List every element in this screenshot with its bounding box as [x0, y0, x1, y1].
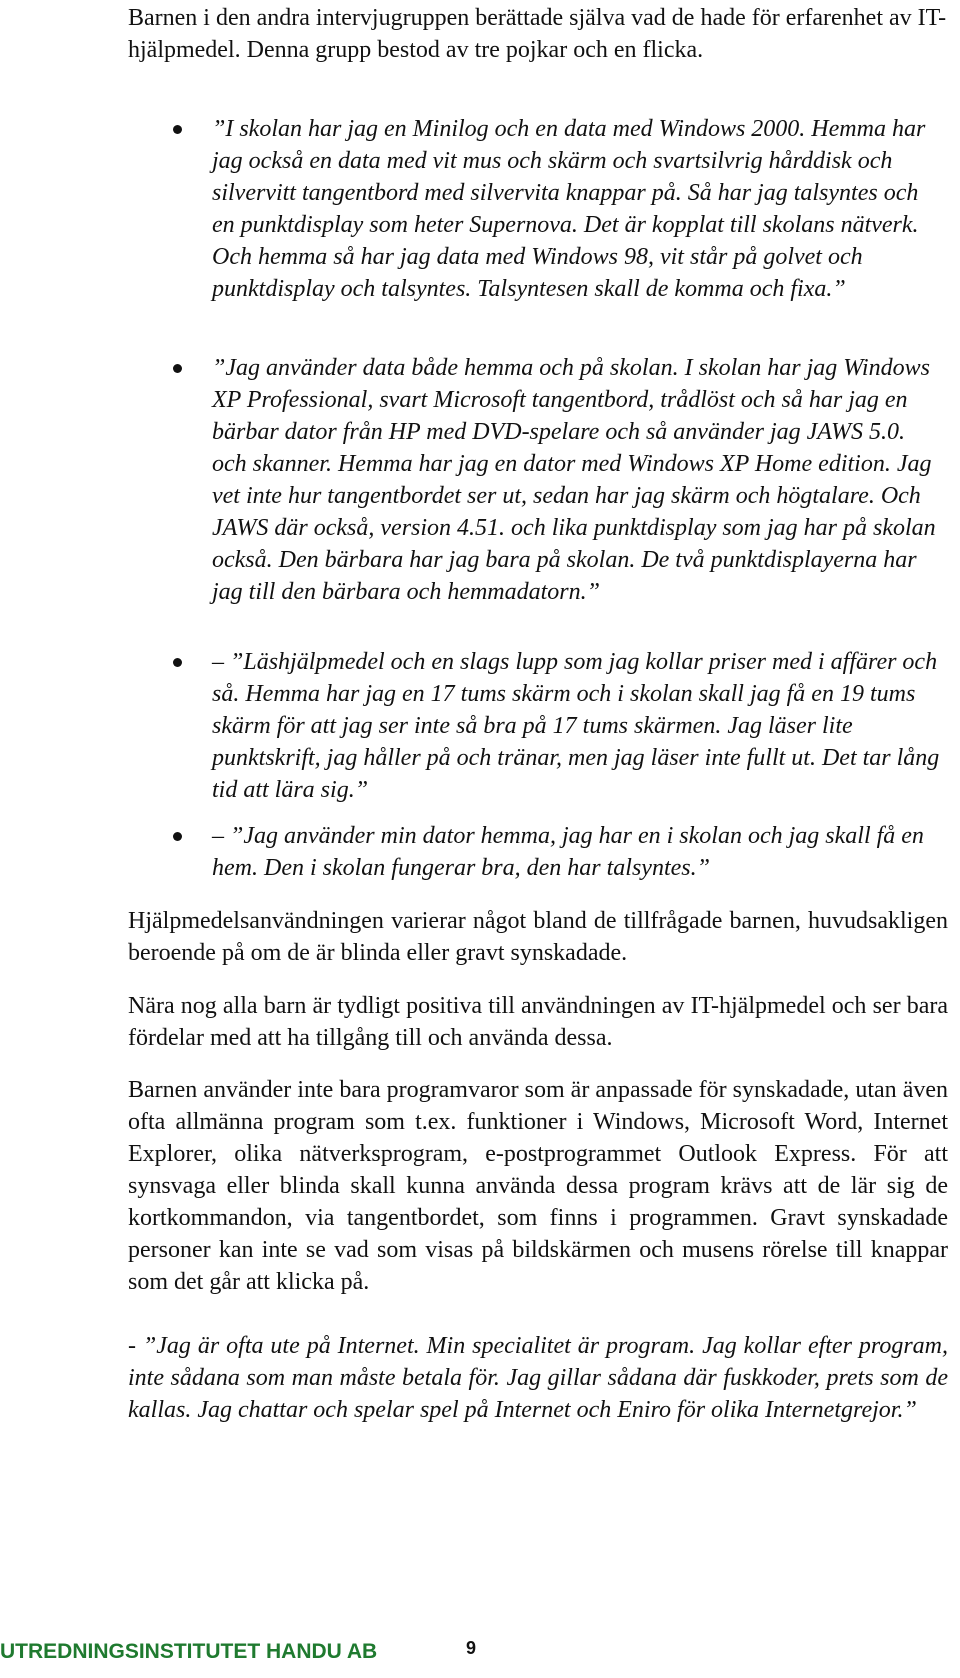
quote-text: – ”Läshjälpmedel och en slags lupp som jag kollar priser med i affärer och så. Hemma har jag en 17 tums skärm och i skolan skall jag få en 19 tums skärm för att jag ser inte så bra på 17 tums skärmen. Jag läser lite punktskrift, jag håller på och tränar, men jag läser inte fullt ut. Det tar lång tid att lära sig.” — [212, 649, 940, 803]
quote-text: ”Jag använder data både hemma och på skolan. I skolan har jag Windows XP Professional, svart Microsoft tangentbord, trådlöst och så har jag en bärbar dator från HP med DVD-spelare och så använder jag JAWS 5.0. och skanner. Hemma har jag en dator med Windows XP Home edition. Jag vet inte hur tangentbordet ser ut, sedan har jag skärm och högtalare. Och JAWS där också, version 4.51. och lika punktdisplay som jag har på skolan också. Den bärbara har jag bara på skolan. De två punktdisplayerna har jag till den bärbara och hemmadatorn.” — [212, 355, 936, 605]
bullet-icon — [170, 113, 184, 145]
footer-organization: UTREDNINGSINSTITUTET HANDU AB — [0, 1640, 378, 1663]
quote-text: – ”Jag använder min dator hemma, jag har en i skolan och jag skall få en hem. Den i skolan fungerar bra, den har talsyntes.” — [212, 823, 924, 881]
intro-paragraph: Barnen i den andra intervjugruppen berättade själva vad de hade för erfarenhet av IT-hjälpmedel. Denna grupp bestod av tre pojkar och en flicka. — [128, 5, 947, 63]
closing-quote: - ”Jag är ofta ute på Internet. Min specialitet är program. Jag kollar efter program, inte sådana som man måste betala för. Jag gillar sådana där fuskkoder, prets som de kallas. Jag chattar och spelar spel på Internet och Eniro för olika Internetgrejor.” — [128, 1333, 948, 1423]
bullet-icon — [170, 646, 184, 678]
quote-text: ”I skolan har jag en Minilog och en data med Windows 2000. Hemma har jag också en data med vit mus och skärm och svartsilvrig hårddisk och silvervitt tangentbord med silvervita knappar på. Så har jag talsyntes och en punktdisplay som heter Supernova. Det är kopplat till skolans nätverk. Och hemma så har jag data med Windows 98, vit står på golvet och punktdisplay och talsyntes. Talsyntesen skall de komma och fixa.” — [212, 116, 926, 302]
body-paragraph: Hjälpmedelsanvändningen varierar något bland de tillfrågade barnen, huvudsakligen beroende på om de är blinda eller gravt synskadade. — [128, 908, 948, 966]
body-paragraph: Barnen använder inte bara programvaror som är anpassade för synskadade, utan även ofta allmänna program som t.ex. funktioner i Windows, Microsoft Word, Internet Explorer, olika nätverksprogram, e-postprogrammet Outlook Express. För att synsvaga eller blinda skall kunna använda dessa program krävs att de lär sig de kortkommandon, via tangentbordet, som finns i programmen. Gravt synskadade personer kan inte se vad som visas på bildskärmen och musens rörelse till knappar som det går att klicka på. — [128, 1077, 948, 1295]
footer-page-number: 9 — [466, 1638, 477, 1658]
bullet-icon — [170, 820, 184, 852]
body-paragraph: Nära nog alla barn är tydligt positiva till användningen av IT-hjälpmedel och ser bara fördelar med att ha tillgång till och använda dessa. — [128, 993, 948, 1051]
bullet-icon — [170, 352, 184, 384]
